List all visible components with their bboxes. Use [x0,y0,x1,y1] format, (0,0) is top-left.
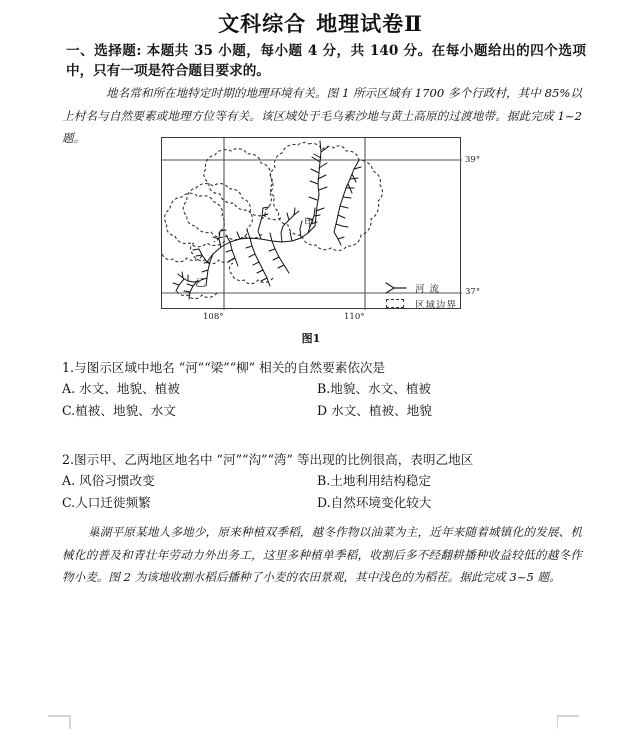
region-label-yi: 乙 [195,277,206,289]
question-2-option-c[interactable]: C.人口迁徙频繁 [62,495,151,511]
question-2-stem: 2.图示甲、乙两地区地名中 “河”“沟”“湾” 等出现的比例很高，表明乙地区 [62,452,474,467]
map-legend [383,280,483,312]
question-2 [62,450,622,514]
region-label-jia: 甲 [304,217,315,229]
question-1-option-d[interactable]: D 水文、植被、地貌 [317,403,432,419]
legend-row-boundary [383,296,483,312]
question-1-option-b[interactable]: B.地貌、水文、植被 [317,381,432,397]
question-1-options-row-1 [62,378,622,400]
question-2-option-a[interactable]: A. 风俗习惯改变 [62,473,155,489]
page-title-sub: 地理试卷Ⅱ [316,11,423,36]
question-2-options-row-1 [62,470,622,492]
question-2-options-row-2 [62,492,622,514]
latitude-label-39: 39° [465,155,481,165]
legend-row-river [383,280,483,296]
question-1-option-c[interactable]: C.植被、地貌、水文 [62,403,176,419]
crop-mark-right [557,713,593,729]
legend-label-river: 河 流 [415,284,441,295]
page-title-main: 文科综合 [218,11,307,36]
passage-2: 巢湖平原某地人多地少，原来种植双季稻，越冬作物以油菜为主，近年来随着城镇化的发展、机械化的普及和青壮年劳动力外出务工，这里多种植单季稻，收割后多不经翻耕播种收益较低的越冬作物小麦。图 2 为该地收割水稻后播种了小麦的农田景观，其中浅色的为稻茬。据此完成 3~5 题。 [62,525,582,585]
page-title [0,8,641,38]
longitude-label-108: 108° [203,312,224,322]
figure-1 [161,137,481,352]
latitude-label-37: 37° [465,287,481,297]
question-2-option-b[interactable]: B.土地利用结构稳定 [317,473,432,489]
section-heading: 一、选择题: 本题共 35 小题，每小题 4 分，共 140 分。在每小题给出的四个选项中，只有一项是符合题目要求的。 [66,43,586,79]
crop-mark-left [48,713,84,729]
passage-1: 地名常和所在地特定时期的地理环境有关。图 1 所示区域有 1700 多个行政村，其中 85%以上村名与自然要素或地理方位等有关。该区域处于毛乌素沙地与黄土高原的过渡地带。据此完成 1~2 题。 [62,86,582,146]
figure-1-caption: 图1 [301,332,321,345]
legend-label-boundary: 区域边界 [415,300,458,311]
question-1 [62,358,622,422]
question-2-option-d[interactable]: D.自然环境变化较大 [317,495,432,511]
boundary-icon [383,297,409,311]
question-1-stem: 1.与图示区域中地名 “河”“梁”“柳” 相关的自然要素依次是 [62,360,386,375]
river-icon [383,281,409,295]
question-1-option-a[interactable]: A. 水文、地貌、植被 [62,381,180,397]
question-1-options-row-2 [62,400,622,422]
longitude-label-110: 110° [344,312,365,322]
